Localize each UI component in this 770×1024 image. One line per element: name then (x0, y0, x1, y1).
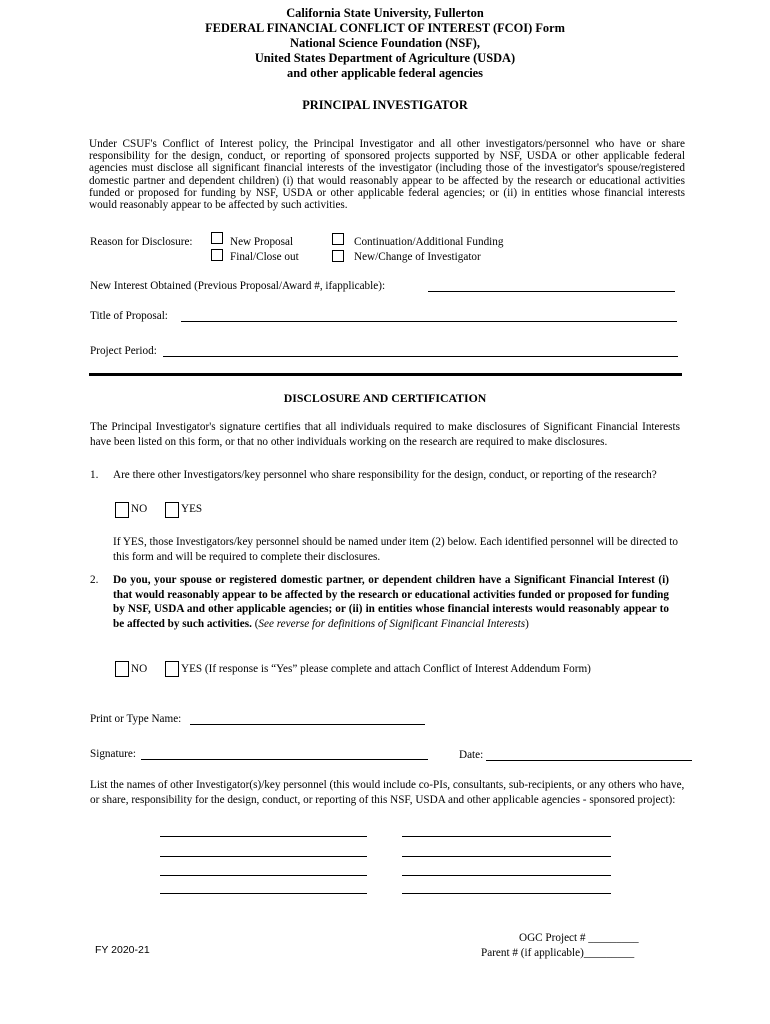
proposal-title-input[interactable] (181, 321, 677, 322)
q1-text: Are there other Investigators/key personnel who share responsibility for the design, conduct, or reporting of the research? (113, 469, 657, 481)
ogc-project-field (519, 931, 639, 945)
q2-no-label: NO (131, 663, 148, 675)
personnel-line[interactable] (160, 875, 367, 876)
fiscal-year: FY 2020-21 (95, 944, 150, 956)
new-interest-label: New Interest Obtained (Previous Proposal/Award #, ifapplicable): (90, 280, 386, 292)
new-proposal-label: New Proposal (230, 236, 294, 248)
final-closeout-label: Final/Close out (230, 251, 299, 263)
q2-open-paren: ( (251, 617, 259, 630)
q1-yes-label: YES (181, 503, 203, 515)
q2-reverse-note: See reverse for definitions of Significant Financial Interests (258, 617, 526, 630)
q1-number: 1. (90, 469, 99, 481)
ogc-project-label: OGC Project # ____ (519, 932, 611, 944)
new-change-checkbox[interactable] (332, 250, 344, 262)
certification-paragraph: The Principal Investigator's signature certifies that all individuals required to make disclosures of Significant Financial Interests have been listed on this form, or that no other individuals working on the research are required to make disclosures. (90, 421, 680, 448)
q2-yes-checkbox[interactable] (165, 661, 179, 677)
q2-bold-text: Do you, your spouse or registered domestic partner, or dependent children have a Significant Financial Interest (i) that would reasonably appear to be affected by the research or educational activities funded or proposed for funding by NSF, USDA and other applicable agencies; or (ii) in entities whose financial interests would reasonably appear to be affected by such activities. (113, 574, 669, 630)
parent-number-field: Parent # (if applicable)_________ (481, 947, 635, 959)
new-proposal-checkbox[interactable] (211, 232, 223, 244)
signature-label: Signature: (90, 748, 136, 760)
personnel-line[interactable] (402, 875, 611, 876)
q1-no-checkbox[interactable] (115, 502, 129, 518)
q2-number: 2. (90, 574, 99, 586)
form-title: FEDERAL FINANCIAL CONFLICT OF INTEREST (FCOI) Form (205, 21, 565, 35)
q1-yes-checkbox[interactable] (165, 502, 179, 518)
personnel-line[interactable] (402, 836, 611, 837)
date-input[interactable] (486, 760, 692, 761)
section-divider (89, 373, 682, 376)
reason-label: Reason for Disclosure: (90, 236, 193, 248)
personnel-line[interactable] (402, 856, 611, 857)
personnel-line[interactable] (160, 856, 367, 857)
q2-no-checkbox[interactable] (115, 661, 129, 677)
personnel-line[interactable] (402, 893, 611, 894)
q2-text (113, 573, 669, 631)
continuation-checkbox[interactable] (332, 233, 344, 245)
other-personnel-instructions: List the names of other Investigator(s)/key personnel (this would include co-PIs, consultants, sub-recipients, or any others who have, or share, responsibility for the design, conduct, or reporting of this NSF, USDA and other applicable agencies - sponsored project): (90, 779, 685, 806)
print-name-input[interactable] (190, 724, 425, 725)
agency-usda: United States Department of Agriculture (USDA) (254, 51, 516, 65)
personnel-line[interactable] (160, 836, 367, 837)
q1-note: If YES, those Investigators/key personnel should be named under item (2) below. Each identified personnel will be directed to this form and will be required to complete their disclosures. (113, 536, 678, 563)
project-period-input[interactable] (163, 356, 678, 357)
proposal-title-label: Title of Proposal: (90, 310, 168, 322)
agency-other: and other applicable federal agencies (287, 66, 483, 80)
q2-close-paren: ) (525, 617, 529, 630)
new-change-label: New/Change of Investigator (354, 251, 481, 263)
section-title: DISCLOSURE AND CERTIFICATION (283, 391, 487, 405)
signature-input[interactable] (141, 759, 428, 760)
print-name-label: Print or Type Name: (90, 713, 182, 725)
date-label: Date: (459, 749, 484, 761)
final-closeout-checkbox[interactable] (211, 249, 223, 261)
q2-yes-label: YES (If response is “Yes” please complete and attach Conflict of Interest Addendum Form) (181, 663, 591, 675)
new-interest-input[interactable] (428, 291, 675, 292)
personnel-line[interactable] (160, 893, 367, 894)
agency-nsf: National Science Foundation (NSF), (290, 36, 480, 50)
project-period-label: Project Period: (90, 345, 157, 357)
continuation-label: Continuation/Additional Funding (354, 236, 504, 248)
role-heading: PRINCIPAL INVESTIGATOR (302, 98, 468, 112)
university-name: California State University, Fullerton (286, 6, 484, 20)
intro-paragraph: Under CSUF's Conflict of Interest policy, the Principal Investigator and all other investigators/personnel who have or share responsibility for the design, conduct, or reporting of sponsored projects supported by NSF, USDA or other applicable federal agencies must disclose all significant financial interests of the investigator (including those of the investigator's spouse/registered domestic partner and dependent children) (i) that would reasonably appear to be affected by the research or educational activities funded or proposed for funding by NSF, USDA or other applicable federal agencies; or (ii) in entities whose financial interests would reasonably appear to be affected by such activities. (89, 138, 685, 212)
ogc-project-blank: _____ (610, 932, 639, 944)
q1-no-label: NO (131, 503, 148, 515)
